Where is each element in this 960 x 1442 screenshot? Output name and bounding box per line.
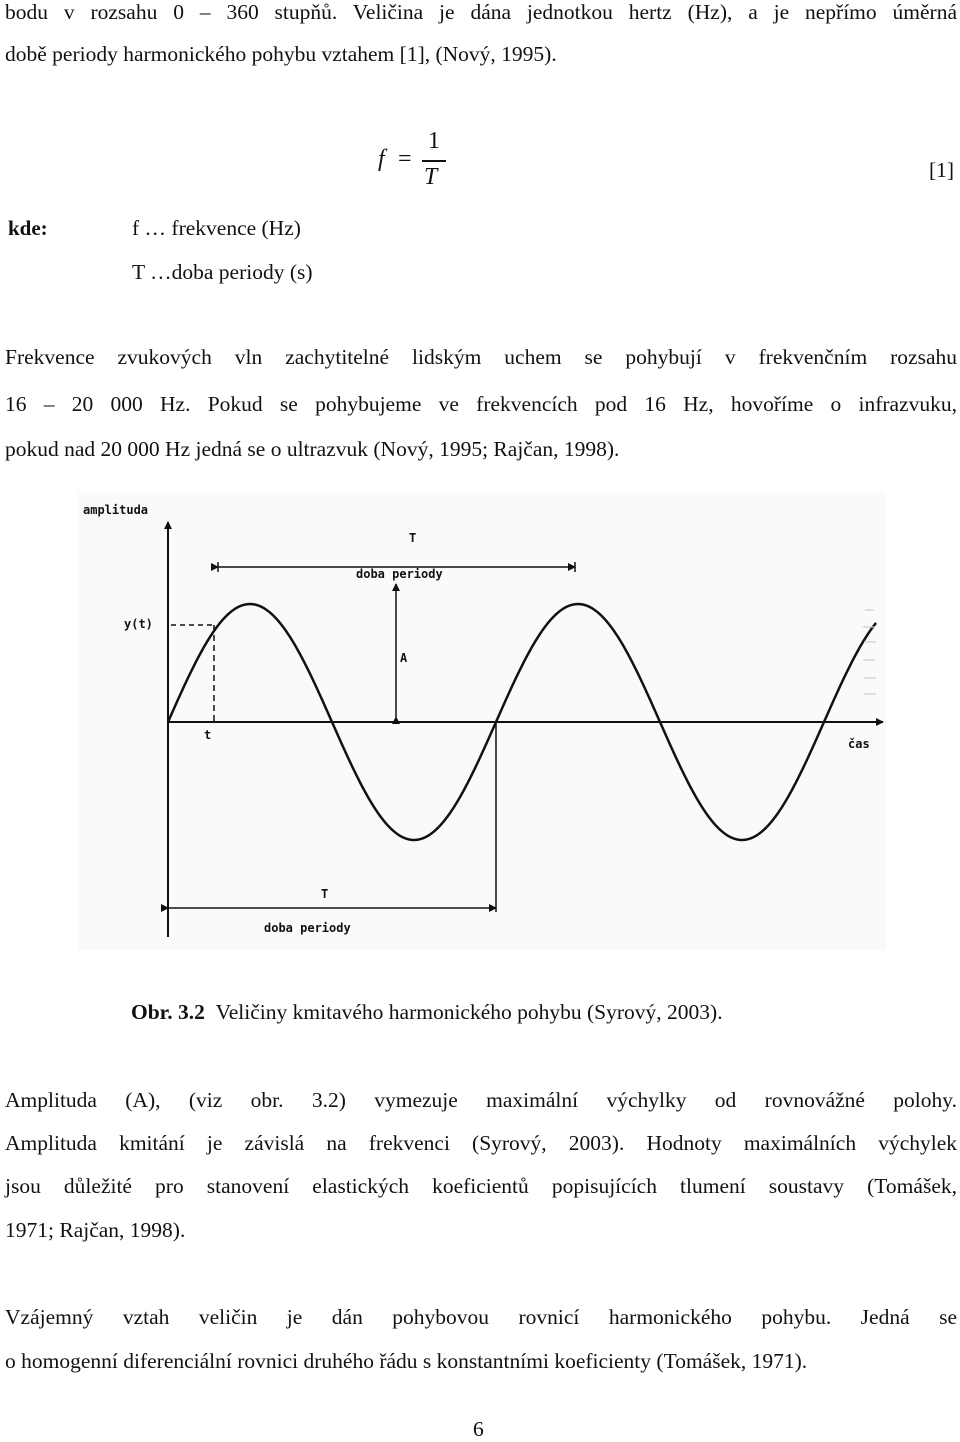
sine-wave-diagram: [78, 492, 886, 950]
paragraph-line: Frekvence zvukových vln zachytitelné lidským uchem se pohybují v frekvenčním rozsahu: [5, 345, 957, 369]
formula-lhs: f: [378, 146, 385, 172]
where-label: kde:: [8, 216, 48, 240]
paragraph-line: době periody harmonického pohybu vztahem [1], (Nový, 1995).: [5, 42, 557, 66]
sine-wave-figure: [78, 492, 886, 950]
formula: [378, 128, 458, 198]
paragraph-line: Vzájemný vztah veličin je dán pohybovou rovnicí harmonického pohybu. Jedná se: [5, 1305, 957, 1329]
period-T-bottom: T: [321, 887, 329, 901]
paragraph-line: o homogenní diferenciální rovnici druhého řádu s konstantními koeficienty (Tomášek, 1971).: [5, 1349, 808, 1373]
definition-t: T …doba periody (s): [132, 260, 313, 284]
formula-denominator: T: [424, 164, 438, 190]
x-axis-label: čas: [848, 737, 870, 751]
page-number: 6: [473, 1417, 484, 1441]
formula-equals: =: [398, 146, 412, 172]
caption-text: Veličiny kmitavého harmonického pohybu (Syrový, 2003).: [215, 1000, 723, 1024]
period-label-bottom: doba periody: [264, 921, 351, 935]
formula-numerator: 1: [428, 128, 440, 154]
paragraph-line: 1971; Rajčan, 1998).: [5, 1218, 186, 1242]
paragraph-line: Amplituda (A), (viz obr. 3.2) vymezuje maximální výchylky od rovnovážné polohy.: [5, 1088, 957, 1112]
caption-prefix: Obr. 3.2: [131, 1000, 205, 1024]
period-T-top: T: [409, 531, 417, 545]
fraction-bar: [422, 160, 446, 162]
figure-caption: [131, 1000, 723, 1025]
definition-f: f … frekvence (Hz): [132, 216, 301, 240]
yt-label: y(t): [124, 617, 153, 631]
t-label: t: [204, 728, 212, 742]
paragraph-line: pokud nad 20 000 Hz jedná se o ultrazvuk (Nový, 1995; Rajčan, 1998).: [5, 437, 620, 461]
equation-number: [1]: [929, 158, 955, 182]
paragraph-line: jsou důležité pro stanovení elastických koeficientů popisujících tlumení soustavy (Tomášek,: [5, 1174, 957, 1198]
period-label-top: doba periody: [356, 567, 443, 581]
amplitude-label: A: [400, 651, 408, 665]
y-axis-label: amplituda: [83, 503, 149, 517]
paragraph-line: bodu v rozsahu 0 – 360 stupňů. Veličina je dána jednotkou hertz (Hz), a je nepřímo úměrná: [5, 0, 957, 24]
paragraph-line: 16 – 20 000 Hz. Pokud se pohybujeme ve frekvencích pod 16 Hz, hovoříme o infrazvuku,: [5, 392, 957, 416]
paragraph-line: Amplituda kmitání je závislá na frekvenci (Syrový, 2003). Hodnoty maximálních výchylek: [5, 1131, 957, 1155]
